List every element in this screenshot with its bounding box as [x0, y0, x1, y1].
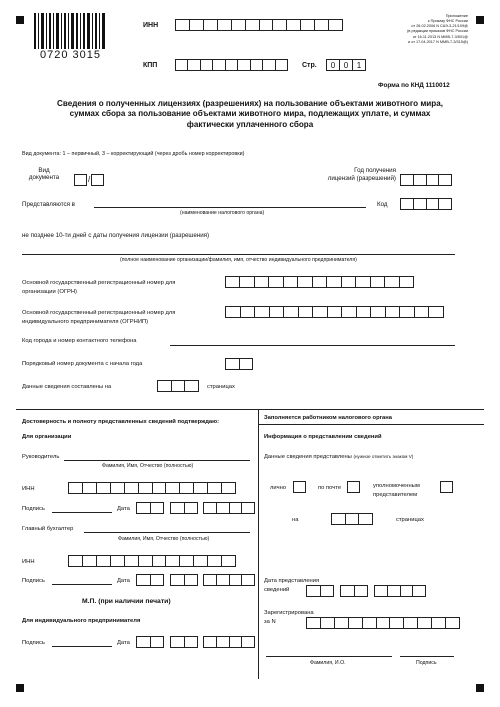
accountant-date-month[interactable]	[170, 574, 198, 586]
label-line: документа	[28, 174, 60, 182]
ogrnip-input[interactable]	[225, 306, 444, 318]
page-digit: 1	[356, 61, 362, 70]
info-heading: Информация о представлении сведений	[264, 434, 382, 440]
kpp-label: КПП	[143, 62, 158, 69]
accountant-date-year[interactable]	[203, 574, 255, 586]
label-line: уполномоченным	[373, 483, 420, 489]
label-line: лицензий (разрешений)	[327, 175, 396, 183]
corner-marker-bottom-left	[16, 684, 24, 692]
ogrn-input[interactable]	[225, 276, 414, 288]
head-fio-caption: Фамилия, Имя, Отчество (полностью)	[102, 463, 194, 469]
date-label-accountant: Дата	[117, 578, 130, 584]
filled-by-heading: Заполняется работником налогового органа	[264, 415, 392, 421]
head-name-line[interactable]	[64, 460, 250, 461]
page-digit: 0	[327, 60, 340, 70]
title-line: суммах сбора за пользование объектами животного мира, подлежащих уплате, и суммах	[69, 109, 431, 119]
sign-label-accountant: Подпись	[22, 578, 45, 584]
label-line: сведений	[264, 586, 290, 593]
officer-sign-line[interactable]	[400, 656, 454, 657]
inn-label-accountant: ИНН	[22, 559, 35, 565]
org-name-caption: (полное наименование организации/фамилия, имя, отчество индивидуального предпринимателя)	[120, 257, 357, 263]
tax-authority-line[interactable]	[94, 207, 366, 208]
for-ip-heading: Для индивидуального предпринимателя	[22, 618, 141, 624]
head-label: Руководитель	[22, 454, 60, 460]
tax-authority-caption: (наименование налогового органа)	[180, 210, 265, 216]
right-header-divider	[258, 424, 484, 425]
accountant-label: Главный бухгалтер	[22, 526, 74, 532]
label-line: индивидуального предпринимателя (ОГРНИП)	[22, 318, 149, 325]
presentation-date-year[interactable]	[374, 585, 426, 597]
label-line: Основной государственный регистрационный номер для	[22, 310, 176, 316]
serial-label: Порядковый номер документа с начала года	[22, 361, 143, 367]
page-label: Стр.	[302, 62, 317, 69]
ip-date-year[interactable]	[203, 636, 255, 648]
label-line: Вид	[38, 167, 50, 174]
officer-sign-caption: Подпись	[416, 660, 437, 666]
pages-label-right: страницах	[396, 517, 424, 523]
doc-kind-input[interactable]	[74, 174, 87, 186]
for-org-heading: Для организации	[22, 434, 72, 440]
head-inn-input[interactable]	[68, 482, 236, 494]
org-name-line[interactable]	[22, 254, 455, 255]
presented-pages-input[interactable]	[331, 513, 373, 525]
accountant-fio-caption: Фамилия, Имя, Отчество (полностью)	[118, 536, 210, 542]
code-label: Код	[377, 201, 388, 208]
label-line: Зарегистрирована	[264, 610, 314, 616]
confirm-heading: Достоверность и полноту представленных сведений подтверждаю:	[22, 419, 220, 425]
presented-label	[264, 454, 413, 461]
label-line: Год получения	[354, 167, 396, 174]
submitted-to-label: Представляются в	[22, 201, 75, 208]
appendix-line: (в редакции приказов ФНС России	[407, 29, 468, 34]
doc-kind-label	[22, 167, 66, 182]
ip-date-day[interactable]	[136, 636, 164, 648]
appendix-line: от 26.02.2006 N САЭ-3-21/109@	[411, 24, 468, 29]
by-mail-label: по почте	[318, 485, 342, 491]
phone-line[interactable]	[170, 345, 455, 346]
appendix-note	[370, 14, 468, 45]
barcode-image	[32, 13, 108, 53]
officer-name-line[interactable]	[266, 656, 392, 657]
label-line: представителем	[373, 491, 418, 498]
mark-hint: (нужное отметить знаком V)	[353, 454, 414, 459]
slash-separator: /	[88, 175, 91, 184]
sign-label: Подпись	[22, 506, 45, 512]
form-title	[20, 99, 480, 130]
corner-marker-top-left	[16, 16, 24, 24]
inn-input[interactable]	[175, 19, 343, 31]
accountant-sign-line[interactable]	[52, 584, 112, 585]
head-sign-line[interactable]	[52, 512, 112, 513]
head-date-year[interactable]	[203, 502, 255, 514]
presentation-date-month[interactable]	[340, 585, 368, 597]
barcode-number: 0720 3015	[40, 49, 101, 61]
label-line: Дата представления	[264, 578, 320, 584]
seal-label: М.П. (при наличии печати)	[82, 598, 171, 605]
kpp-input[interactable]	[175, 59, 288, 71]
deadline-text: не позднее 10-ти дней с даты получения лицензии (разрешения)	[22, 232, 210, 239]
appendix-line: и от 17.04.2017 N ММВ-7-3/315@)	[408, 39, 468, 44]
year-label	[300, 167, 396, 183]
pages-suffix: страницах	[207, 384, 235, 390]
on-label: на	[292, 517, 299, 523]
phone-label: Код города и номер контактного телефона	[22, 338, 137, 344]
accountant-name-line[interactable]	[84, 532, 250, 533]
page-digit: 0	[340, 60, 353, 70]
personally-checkbox[interactable]	[293, 481, 306, 493]
accountant-date-day[interactable]	[136, 574, 164, 586]
correction-number-input[interactable]	[91, 174, 104, 186]
inn-label-head: ИНН	[22, 486, 35, 492]
head-date-day[interactable]	[136, 502, 164, 514]
registration-number-input[interactable]	[306, 617, 460, 629]
ogrn-label	[22, 279, 175, 296]
pages-label: Данные сведения составлены на	[22, 384, 112, 390]
pages-count-input[interactable]	[157, 380, 199, 392]
ip-sign-line[interactable]	[52, 646, 112, 647]
personally-label: лично	[270, 485, 287, 491]
date-label-ip: Дата	[117, 640, 130, 646]
representative-checkbox[interactable]	[440, 481, 453, 493]
year-input[interactable]	[400, 174, 452, 186]
inn-label: ИНН	[143, 22, 159, 29]
accountant-inn-input[interactable]	[68, 555, 236, 567]
form-code: Форма по КНД 1110012	[378, 82, 450, 89]
ip-date-month[interactable]	[170, 636, 198, 648]
corner-marker-top-right	[476, 16, 484, 24]
appendix-line: от 16.11.2013 N ММВ-7-3/501@	[412, 34, 468, 39]
label-line: организации (ОГРН)	[22, 288, 77, 295]
column-divider	[258, 409, 259, 679]
ogrnip-label	[22, 309, 175, 326]
presentation-date-day[interactable]	[306, 585, 334, 597]
corner-marker-bottom-right	[476, 684, 484, 692]
head-date-month[interactable]	[170, 502, 198, 514]
doc-type-note: Вид документа: 1 – первичный, 3 – корректирующий (через дробь номер корректировки)	[22, 151, 245, 157]
appendix-line: к Приказу ФНС России	[427, 19, 468, 24]
serial-number-input[interactable]	[225, 358, 253, 370]
page-number-boxes[interactable]	[326, 59, 366, 71]
sign-label-ip: Подпись	[22, 640, 45, 646]
label-line: за N	[264, 618, 276, 625]
tax-authority-code-input[interactable]	[400, 198, 452, 210]
label-line: Основной государственный регистрационный номер для	[22, 280, 176, 286]
appendix-line: Приложение	[445, 14, 468, 18]
by-mail-checkbox[interactable]	[347, 481, 360, 493]
date-label: Дата	[117, 506, 130, 512]
officer-fio-caption: Фамилия, И.О.	[310, 660, 346, 666]
title-line: Сведения о полученных лицензиях (разрешениях) на пользование объектами животного мира,	[57, 99, 443, 108]
title-line: фактически уплаченного сбора	[186, 119, 314, 129]
presented-text: Данные сведения представлены	[264, 454, 352, 460]
representative-label	[373, 482, 420, 500]
section-divider	[16, 409, 484, 410]
